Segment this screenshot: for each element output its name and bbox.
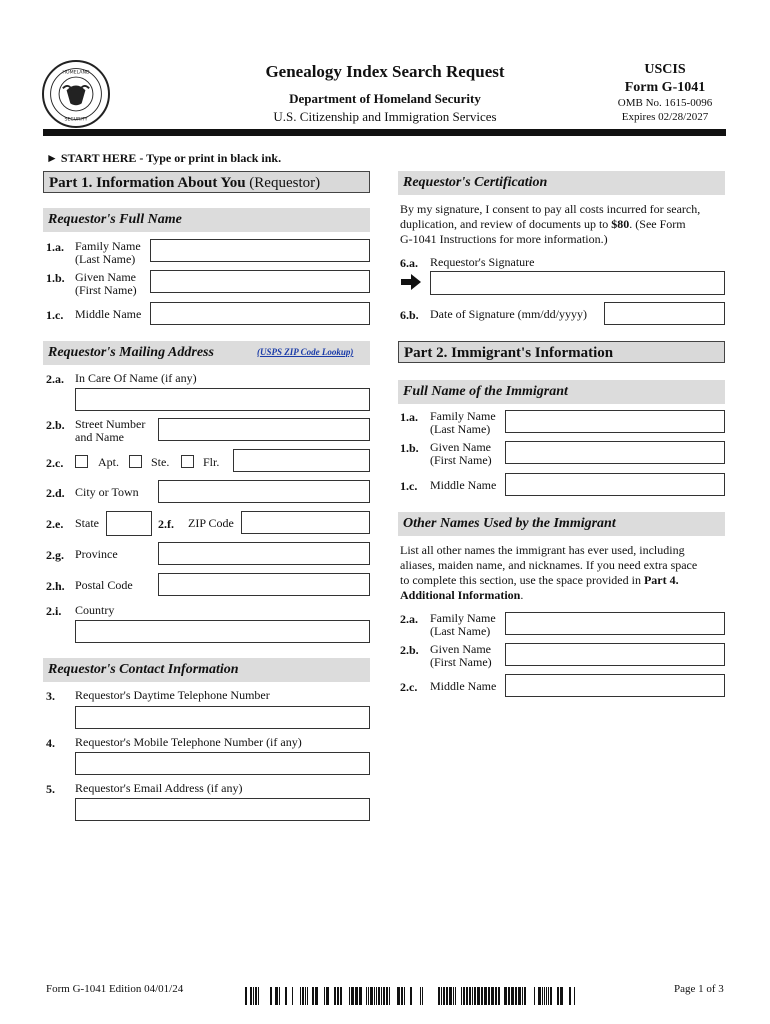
province-input[interactable] [158,542,370,565]
mobile-phone-label: Requestor's Mobile Telephone Number (if any) [75,735,302,749]
requestor-given-name-input[interactable] [150,270,370,293]
immigrant-full-name-heading: Full Name of the Immigrant [398,380,725,404]
requestor-middle-name-input[interactable] [150,302,370,325]
mailing-address-heading: Requestor's Mailing Address [43,341,370,365]
middle-name-label: Middle Name [75,307,142,321]
form-number: Form G-1041 [624,80,706,95]
svg-text:SECURITY: SECURITY [64,117,88,123]
field-number: 2.a. [46,372,64,386]
field-number: 1.a. [400,410,418,424]
other-names-instructions: List all other names the immigrant has ever used, including aliases, maiden name, and nicknames. If you need extra space to complete this section, use the space provided in Part 4. Additional Information. [400,543,698,602]
field-number: 2.h. [46,579,65,593]
field-number: 2.e. [46,517,64,531]
field-number: 1.c. [46,308,64,322]
postal-code-label: Postal Code [75,578,133,592]
city-input[interactable] [158,480,370,503]
immigrant-middle-name-label: Middle Name [430,478,497,492]
department-name: Department of Homeland Security [289,91,481,106]
zip-label: ZIP Code [188,516,234,530]
immigrant-middle-name-input[interactable] [505,473,725,496]
province-label: Province [75,547,118,561]
certification-heading: Requestor's Certification [398,171,725,195]
care-of-name-input[interactable] [75,388,370,411]
field-number: 5. [46,782,55,796]
form-title: Genealogy Index Search Request [265,62,505,81]
field-number: 4. [46,736,55,750]
field-number: 6.a. [400,256,418,270]
other-family-name-input[interactable] [505,612,725,635]
daytime-phone-label: Requestor's Daytime Telephone Number [75,688,270,702]
agency-name: U.S. Citizenship and Immigration Services [273,109,497,124]
field-number: 1.c. [400,479,418,493]
header-divider [43,129,726,136]
start-here-instruction: ► START HERE - Type or print in black ink. [46,151,282,165]
contact-info-heading: Requestor's Contact Information [43,658,370,682]
field-number: 1.b. [400,441,419,455]
care-of-label: In Care Of Name (if any) [75,371,197,385]
ste-checkbox[interactable] [129,455,142,468]
omb-number: OMB No. 1615-0096 [617,97,713,109]
field-number: 2.b. [46,418,65,432]
immigrant-given-name-input[interactable] [505,441,725,464]
street-input[interactable] [158,418,370,441]
state-label: State [75,516,99,530]
field-number: 2.c. [400,680,418,694]
family-name-label: Family Name (Last Name) [75,239,141,266]
part2-title: Part 2. Immigrant's Information [398,341,725,363]
field-number: 6.b. [400,308,419,322]
given-name-label: Given Name (First Name) [75,270,137,297]
other-family-name-label: Family Name (Last Name) [430,611,496,638]
requestor-full-name-heading: Requestor's Full Name [43,208,370,232]
barcode-image [245,987,577,1005]
field-number: 2.i. [46,604,62,618]
other-middle-name-input[interactable] [505,674,725,697]
other-given-name-label: Given Name (First Name) [430,642,492,669]
street-label: Street Number and Name [75,417,146,444]
immigrant-family-name-input[interactable] [505,410,725,433]
field-number: 2.d. [46,486,65,500]
svg-text:HOMELAND: HOMELAND [62,70,90,76]
field-number: 3. [46,689,55,703]
country-input[interactable] [75,620,370,643]
field-number: 1.a. [46,240,64,254]
usps-zip-lookup-link[interactable]: (USPS ZIP Code Lookup) [257,347,354,357]
page-number: Page 1 of 3 [674,983,724,995]
date-of-signature-label: Date of Signature (mm/dd/yyyy) [430,307,587,321]
immigrant-family-name-label: Family Name (Last Name) [430,409,496,436]
mobile-phone-input[interactable] [75,752,370,775]
arrow-right-icon [400,273,422,291]
other-given-name-input[interactable] [505,643,725,666]
state-select[interactable] [106,511,152,536]
certification-text: By my signature, I consent to pay all costs incurred for search, duplication, and review of documents up to $80. (See Form G-1041 Instructions for more information.) [400,202,701,246]
ste-label: Ste. [151,455,170,469]
country-label: Country [75,603,115,617]
uscis-label: USCIS [644,62,686,77]
flr-checkbox[interactable] [181,455,194,468]
daytime-phone-input[interactable] [75,706,370,729]
dhs-seal-logo [42,60,110,128]
form-edition: Form G-1041 Edition 04/01/24 [46,983,184,995]
field-number: 1.b. [46,271,65,285]
field-number: 2.f. [158,517,174,531]
field-number: 2.a. [400,612,418,626]
field-number: 2.g. [46,548,64,562]
expiration-date: Expires 02/28/2027 [621,111,709,123]
part1-title: Part 1. Information About You (Requestor) [43,171,370,193]
unit-number-input[interactable] [233,449,370,472]
date-of-signature-input[interactable] [604,302,725,325]
email-input[interactable] [75,798,370,821]
apt-label: Apt. [98,455,119,469]
postal-code-input[interactable] [158,573,370,596]
field-number: 2.b. [400,643,419,657]
signature-input[interactable] [430,271,725,295]
zip-code-input[interactable] [241,511,370,534]
requestor-family-name-input[interactable] [150,239,370,262]
city-label: City or Town [75,485,139,499]
field-number: 2.c. [46,456,64,470]
apt-checkbox[interactable] [75,455,88,468]
signature-label: Requestor's Signature [430,255,535,269]
other-middle-name-label: Middle Name [430,679,497,693]
immigrant-given-name-label: Given Name (First Name) [430,440,492,467]
other-names-heading: Other Names Used by the Immigrant [398,512,725,536]
flr-label: Flr. [203,455,220,469]
email-label: Requestor's Email Address (if any) [75,781,243,795]
